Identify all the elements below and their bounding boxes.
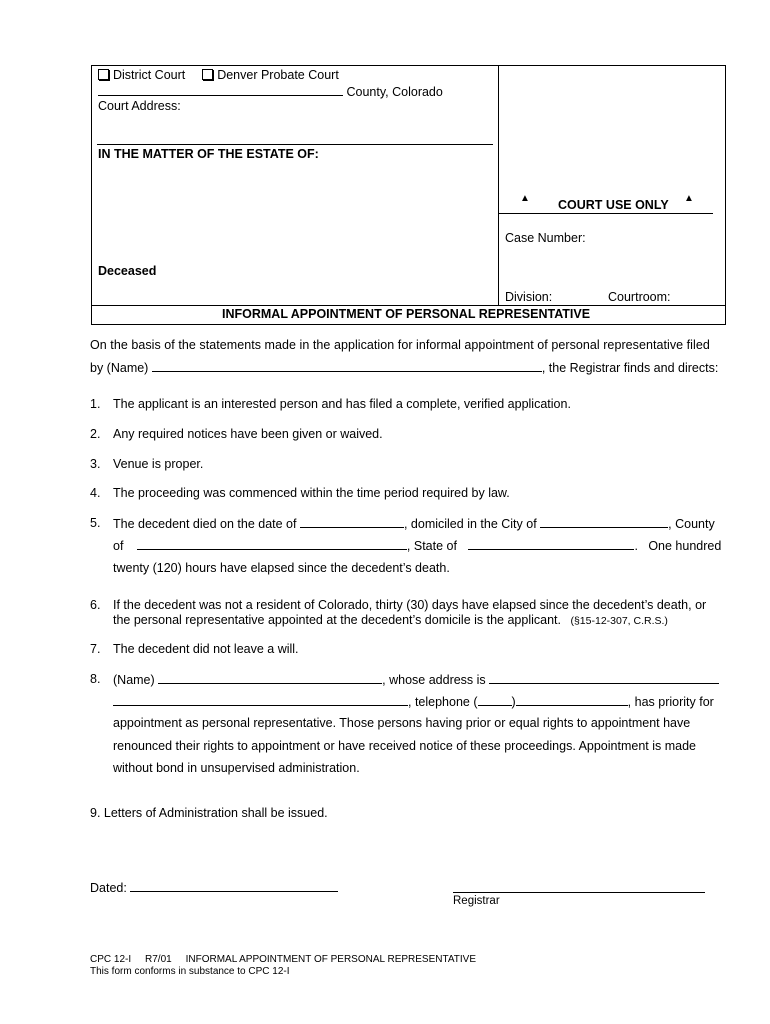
rep-name-field[interactable] [158, 672, 382, 684]
item-4-number: 4. [90, 486, 101, 500]
item-1-number: 1. [90, 397, 101, 411]
item-6-line-2 [113, 613, 668, 627]
priority-label: , has priority for [627, 695, 714, 709]
death-county-field[interactable] [137, 538, 407, 550]
up-arrow-icon: ▲ [684, 193, 694, 204]
footer-conforms: This form conforms in substance to CPC 12-I [90, 966, 290, 977]
item-6-line-1: If the decedent was not a resident of Colorado, thirty (30) days have elapsed since the decedent’s death, or [113, 598, 707, 612]
item-8-line-4: renounced their rights to appointment or have received notice of these proceedings. Appointment is made [113, 739, 696, 753]
court-address-label: Court Address: [98, 99, 181, 113]
intro-line: On the basis of the statements made in the application for informal appointment of personal representative filed [90, 338, 710, 352]
finds-label: , the Registrar finds and directs: [541, 361, 719, 375]
courtroom-label: Courtroom: [608, 290, 671, 304]
item-2-number: 2. [90, 427, 101, 441]
by-name-label: by (Name) [90, 361, 149, 375]
denver-probate-label: Denver Probate Court [217, 68, 339, 82]
court-use-only-label: COURT USE ONLY [558, 198, 669, 212]
item-5-line-1 [113, 516, 715, 531]
telephone-field[interactable] [516, 694, 628, 706]
dated-row [90, 880, 338, 895]
case-number-label: Case Number: [505, 231, 586, 245]
item-6-text: the personal representative appointed at the decedent’s domicile is the applicant. [113, 613, 561, 627]
county-field[interactable] [98, 84, 343, 96]
caption-divider [498, 66, 499, 305]
court-type-row [98, 68, 339, 82]
state-of-label: , State of [406, 539, 457, 553]
telephone-paren: ) [511, 695, 516, 709]
item-7-number: 7. [90, 642, 101, 656]
rep-name-label: (Name) [113, 673, 155, 687]
item-8-number: 8. [90, 672, 101, 686]
dated-field[interactable] [130, 880, 338, 892]
city-field[interactable] [540, 516, 668, 528]
denver-probate-checkbox[interactable] [202, 69, 213, 80]
rep-address-line-2-field[interactable] [113, 694, 408, 706]
county-suffix-label: , County [668, 517, 715, 531]
state-field[interactable] [468, 538, 634, 550]
filed-by-row [90, 360, 718, 375]
item-8-line-5: without bond in unsupervised administration. [113, 761, 360, 775]
item-2-text: Any required notices have been given or waived. [113, 427, 383, 441]
item-5-line-2 [113, 538, 721, 553]
of-label: of [113, 539, 124, 553]
item-1-text: The applicant is an interested person and has filed a complete, verified application. [113, 397, 571, 411]
address-label: , whose address is [382, 673, 486, 687]
date-of-death-label: The decedent died on the date of [113, 517, 297, 531]
item-3-number: 3. [90, 457, 101, 471]
item-8-line-2 [113, 694, 714, 709]
item-6-number: 6. [90, 598, 101, 612]
form-title: INFORMAL APPOINTMENT OF PERSONAL REPRESENTATIVE [222, 307, 591, 321]
registrar-label: Registrar [453, 895, 500, 907]
dated-label: Dated: [90, 881, 127, 895]
item-5-number: 5. [90, 516, 101, 530]
deceased-label: Deceased [98, 264, 157, 278]
registrar-signature-line[interactable] [453, 892, 705, 893]
item-4-text: The proceeding was commenced within the time period required by law. [113, 486, 510, 500]
item-8-line-3: appointment as personal representative. Those persons having prior or equal rights to appointment have [113, 716, 691, 730]
caption-box [91, 65, 726, 325]
footer-form-id: CPC 12-I R7/01 INFORMAL APPOINTMENT OF PERSONAL REPRESENTATIVE [90, 954, 477, 965]
telephone-label: , telephone ( [408, 695, 478, 709]
county-label: County, Colorado [346, 85, 443, 99]
title-divider [92, 305, 725, 306]
up-arrow-icon: ▲ [520, 193, 530, 204]
rep-address-field[interactable] [489, 672, 719, 684]
item-5-line-3: twenty (120) hours have elapsed since the decedent’s death. [113, 561, 450, 575]
one-hundred-label: . One hundred [634, 539, 722, 553]
estate-of-heading: IN THE MATTER OF THE ESTATE OF: [98, 147, 319, 161]
court-use-divider [499, 213, 713, 214]
district-court-checkbox[interactable] [98, 69, 109, 80]
court-address-field[interactable] [97, 144, 493, 145]
date-of-death-field[interactable] [300, 516, 404, 528]
statute-citation: (§15-12-307, C.R.S.) [570, 615, 668, 627]
division-label: Division: [505, 290, 553, 304]
county-row [98, 84, 443, 99]
item-7-text: The decedent did not leave a will. [113, 642, 299, 656]
item-3-text: Venue is proper. [113, 457, 204, 471]
city-label: , domiciled in the City of [403, 517, 537, 531]
applicant-name-field[interactable] [152, 360, 542, 372]
area-code-field[interactable] [478, 694, 512, 706]
item-8-line-1 [113, 672, 719, 687]
district-court-label: District Court [113, 68, 186, 82]
item-9-text: 9. Letters of Administration shall be issued. [90, 806, 328, 820]
